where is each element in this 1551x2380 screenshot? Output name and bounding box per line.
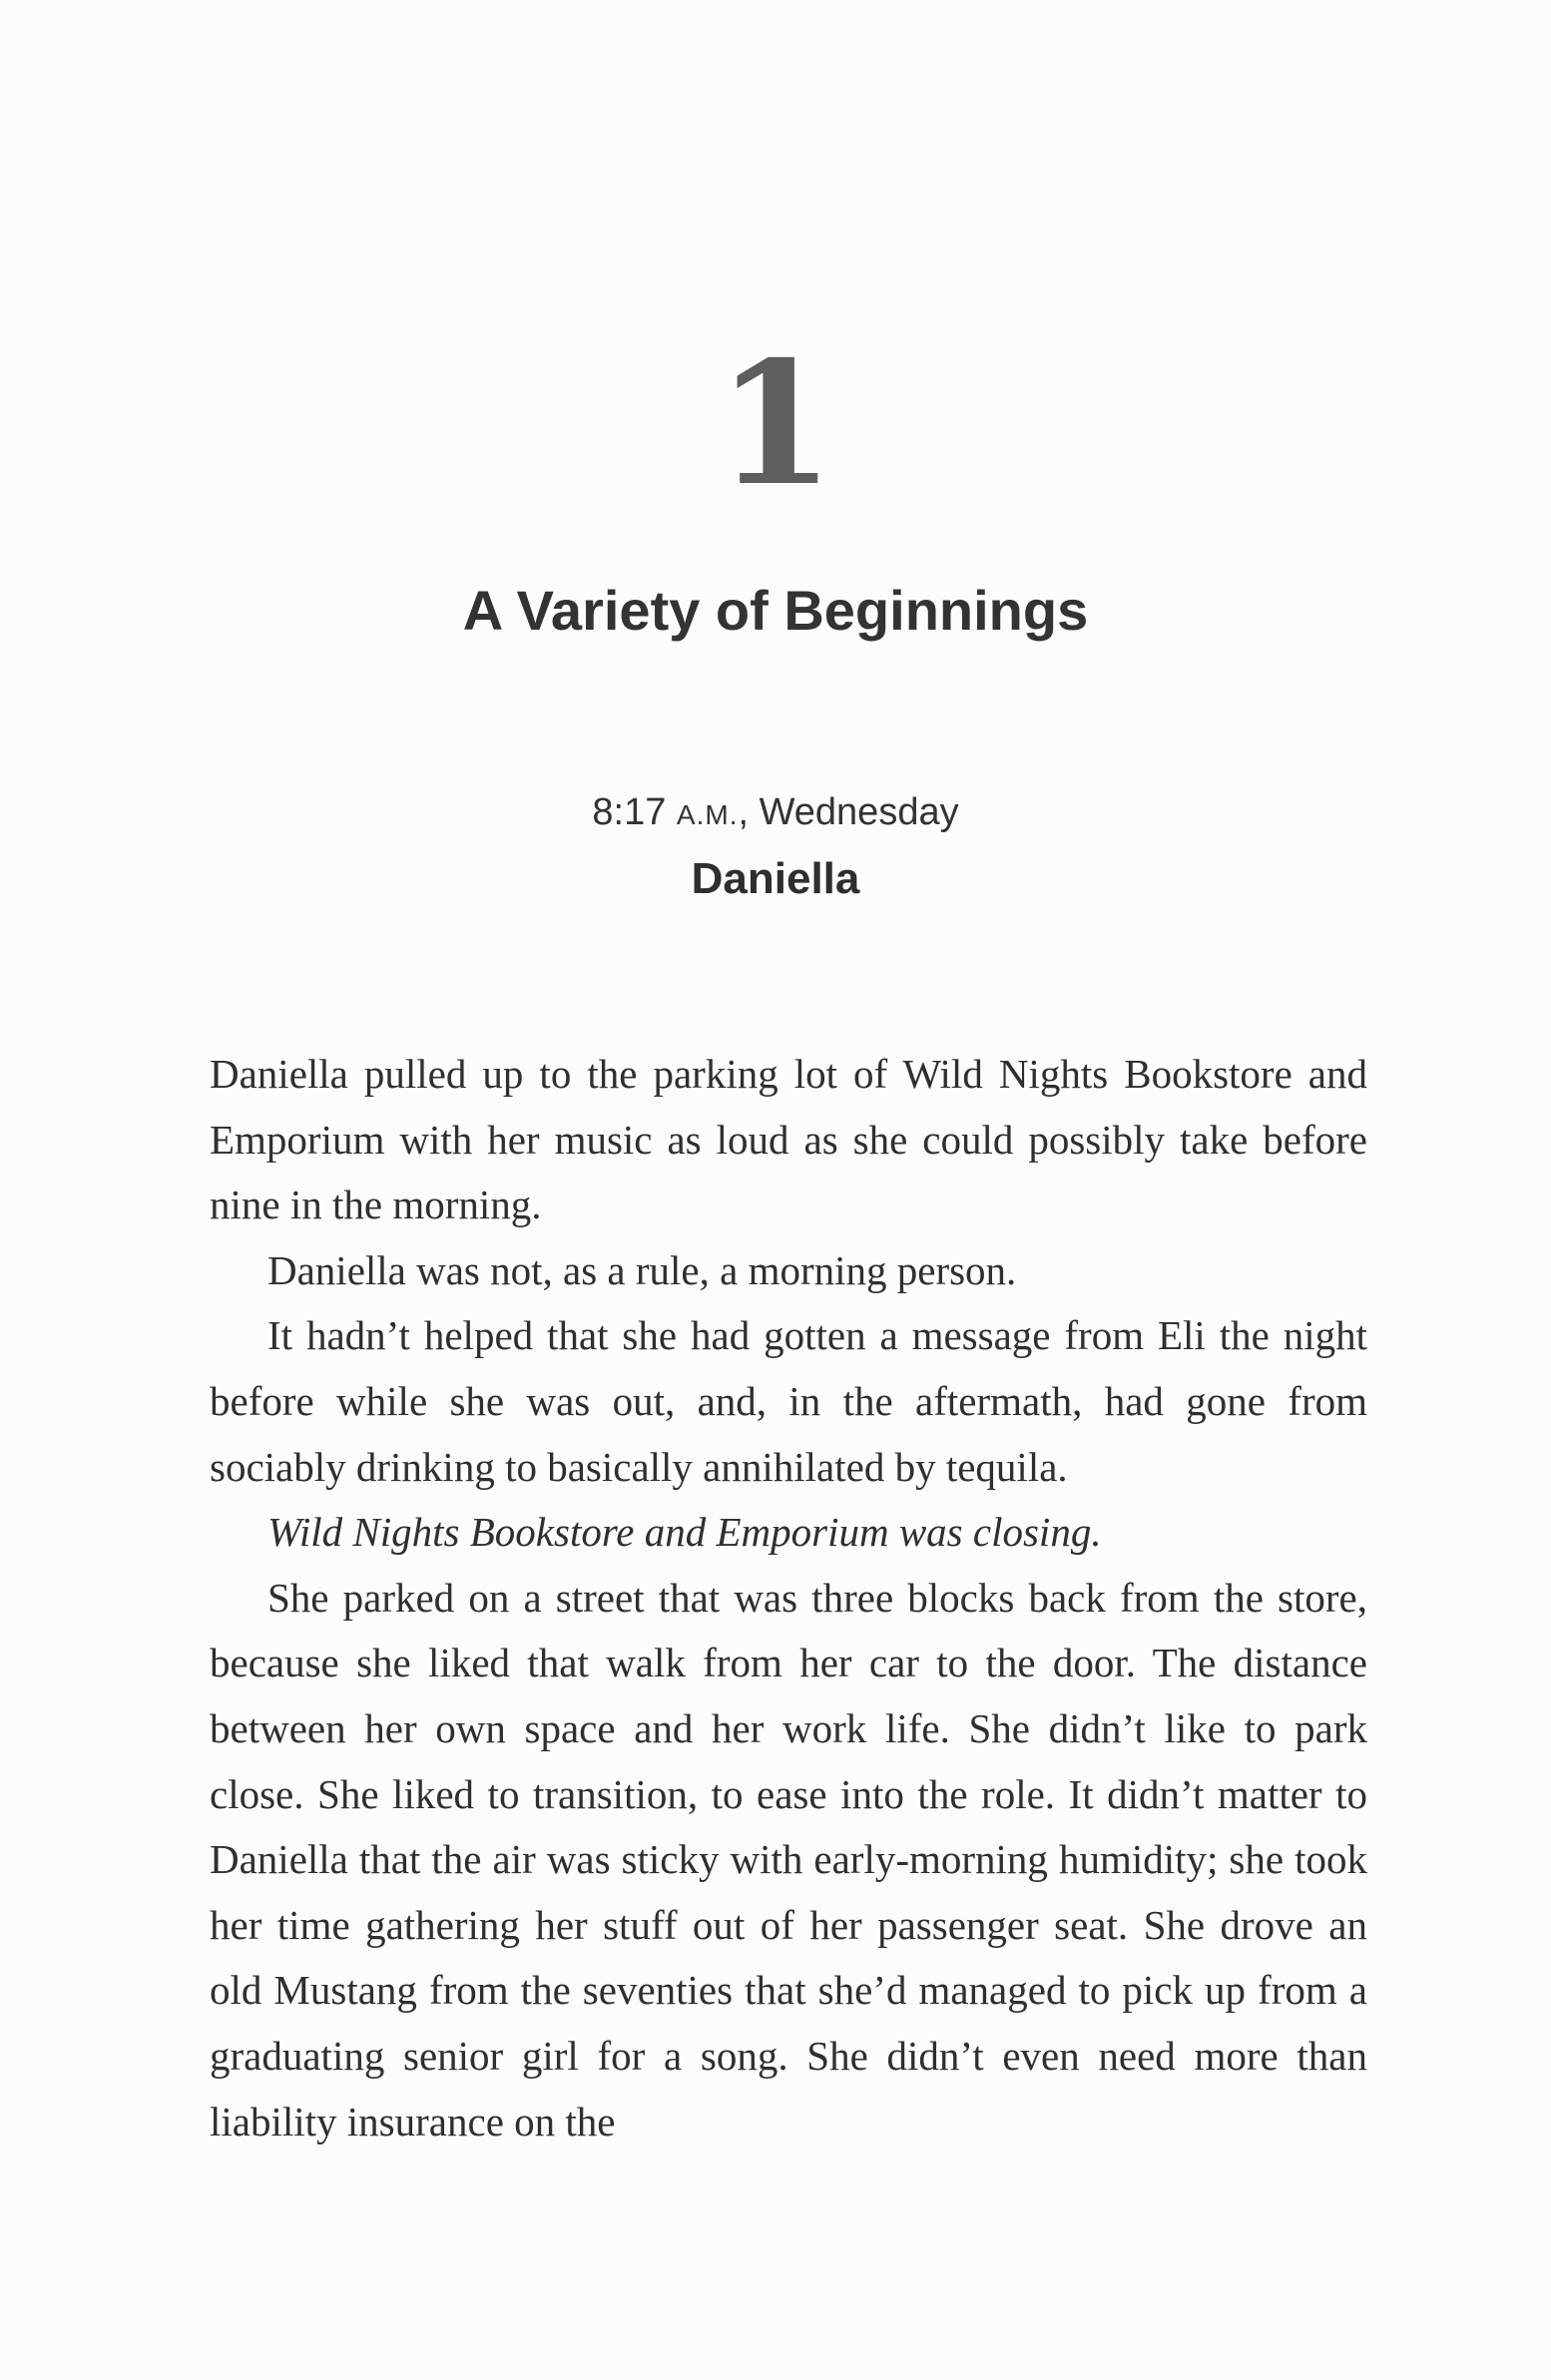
dateline [0,782,1551,845]
pov-character-name: Daniella [691,854,860,903]
paragraph: It hadn’t helped that she had gotten a message from Eli the night before while she was out, and, in the aftermath, had gone from sociably drinking to basically annihilated by tequila. [210,1312,1367,1490]
body-text [210,1042,1367,2154]
dateline-meridiem: A.M. [676,799,739,830]
paragraph: She parked on a street that was three blocks back from the store, because she liked that walk from her car to the door. The distance between her own space and her work life. She didn’t like to park close. She liked to transition, to ease into the role. It didn’t matter to Daniella that the air was sticky with early-morning humidity; she took her time gathering her stuff out of her passenger seat. She drove an old Mustang from the seventies that she’d managed to pick up from a graduating senior girl for a song. She didn’t even need more than liability insurance on the [210,1574,1367,2144]
paragraph: Daniella pulled up to the parking lot of Wild Nights Bookstore and Emporium with her music as loud as she could possibly take before nine in the morning. [210,1051,1367,1228]
chapter-number: 1 [716,324,835,524]
dateline-day: , Wednesday [738,791,959,833]
chapter-title: A Variety of Beginnings [462,579,1089,642]
dateline-time: 8:17 [592,791,667,833]
paragraph: Daniella was not, as a rule, a morning person. [267,1246,1017,1293]
paragraph-italic: Wild Nights Bookstore and Emporium was closing. [267,1509,1102,1556]
